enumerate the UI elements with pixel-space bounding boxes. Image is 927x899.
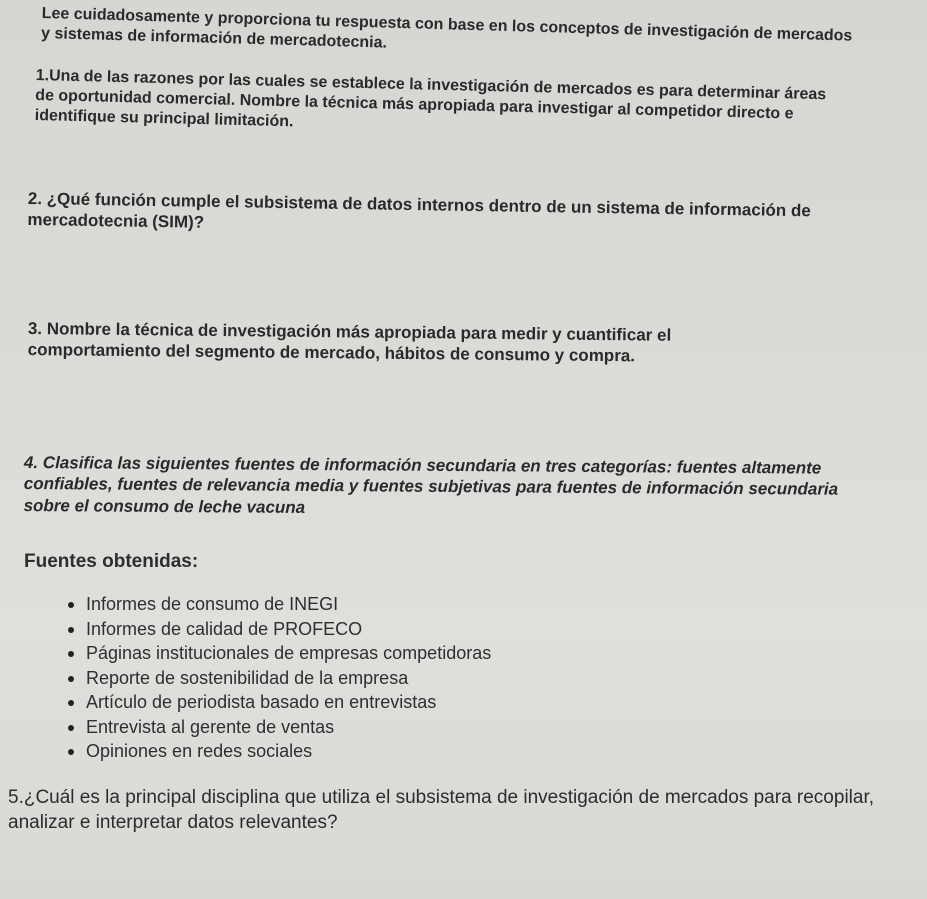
list-item: Páginas institucionales de empresas competidoras bbox=[70, 641, 491, 666]
question-4: 4. Clasifica las siguientes fuentes de información secundaria en tres categorías: fuentes altamente confiables, fuentes de relevancia media y fuentes subjetivas para fuentes de información secundaria sobre el consumo de leche vacuna bbox=[23, 452, 839, 517]
list-item: Reporte de sostenibilidad de la empresa bbox=[70, 666, 491, 691]
sources-list bbox=[70, 592, 491, 764]
list-item: Opiniones en redes sociales bbox=[70, 739, 491, 764]
list-item: Artículo de periodista basado en entrevistas bbox=[70, 690, 491, 715]
sources-title: Fuentes obtenidas: bbox=[24, 551, 199, 572]
question-3: 3. Nombre la técnica de investigación más apropiada para medir y cuantificar el comportamiento del segmento de mercado, hábitos de consumo y compra. bbox=[27, 318, 672, 366]
list-item: Informes de calidad de PROFECO bbox=[70, 617, 491, 642]
instructions-text: Lee cuidadosamente y proporciona tu respuesta con base en los conceptos de investigación de mercados y sistemas de información de mercadotecnia. bbox=[40, 4, 853, 52]
question-5: 5.¿Cuál es la principal disciplina que utiliza el subsistema de investigación de mercados para recopilar, analizar e interpretar datos relevantes? bbox=[8, 787, 875, 833]
question-1: 1.Una de las razones por las cuales se establece la investigación de mercados es para determinar áreas de oportunidad comercial. Nombre la técnica más apropiada para investigar al competidor directo e identifique su principal limitación. bbox=[34, 66, 827, 131]
question-2: 2. ¿Qué función cumple el subsistema de datos internos dentro de un sistema de información de mercadotecnia (SIM)? bbox=[27, 188, 811, 233]
list-item: Informes de consumo de INEGI bbox=[70, 592, 491, 617]
list-item: Entrevista al gerente de ventas bbox=[70, 715, 491, 740]
